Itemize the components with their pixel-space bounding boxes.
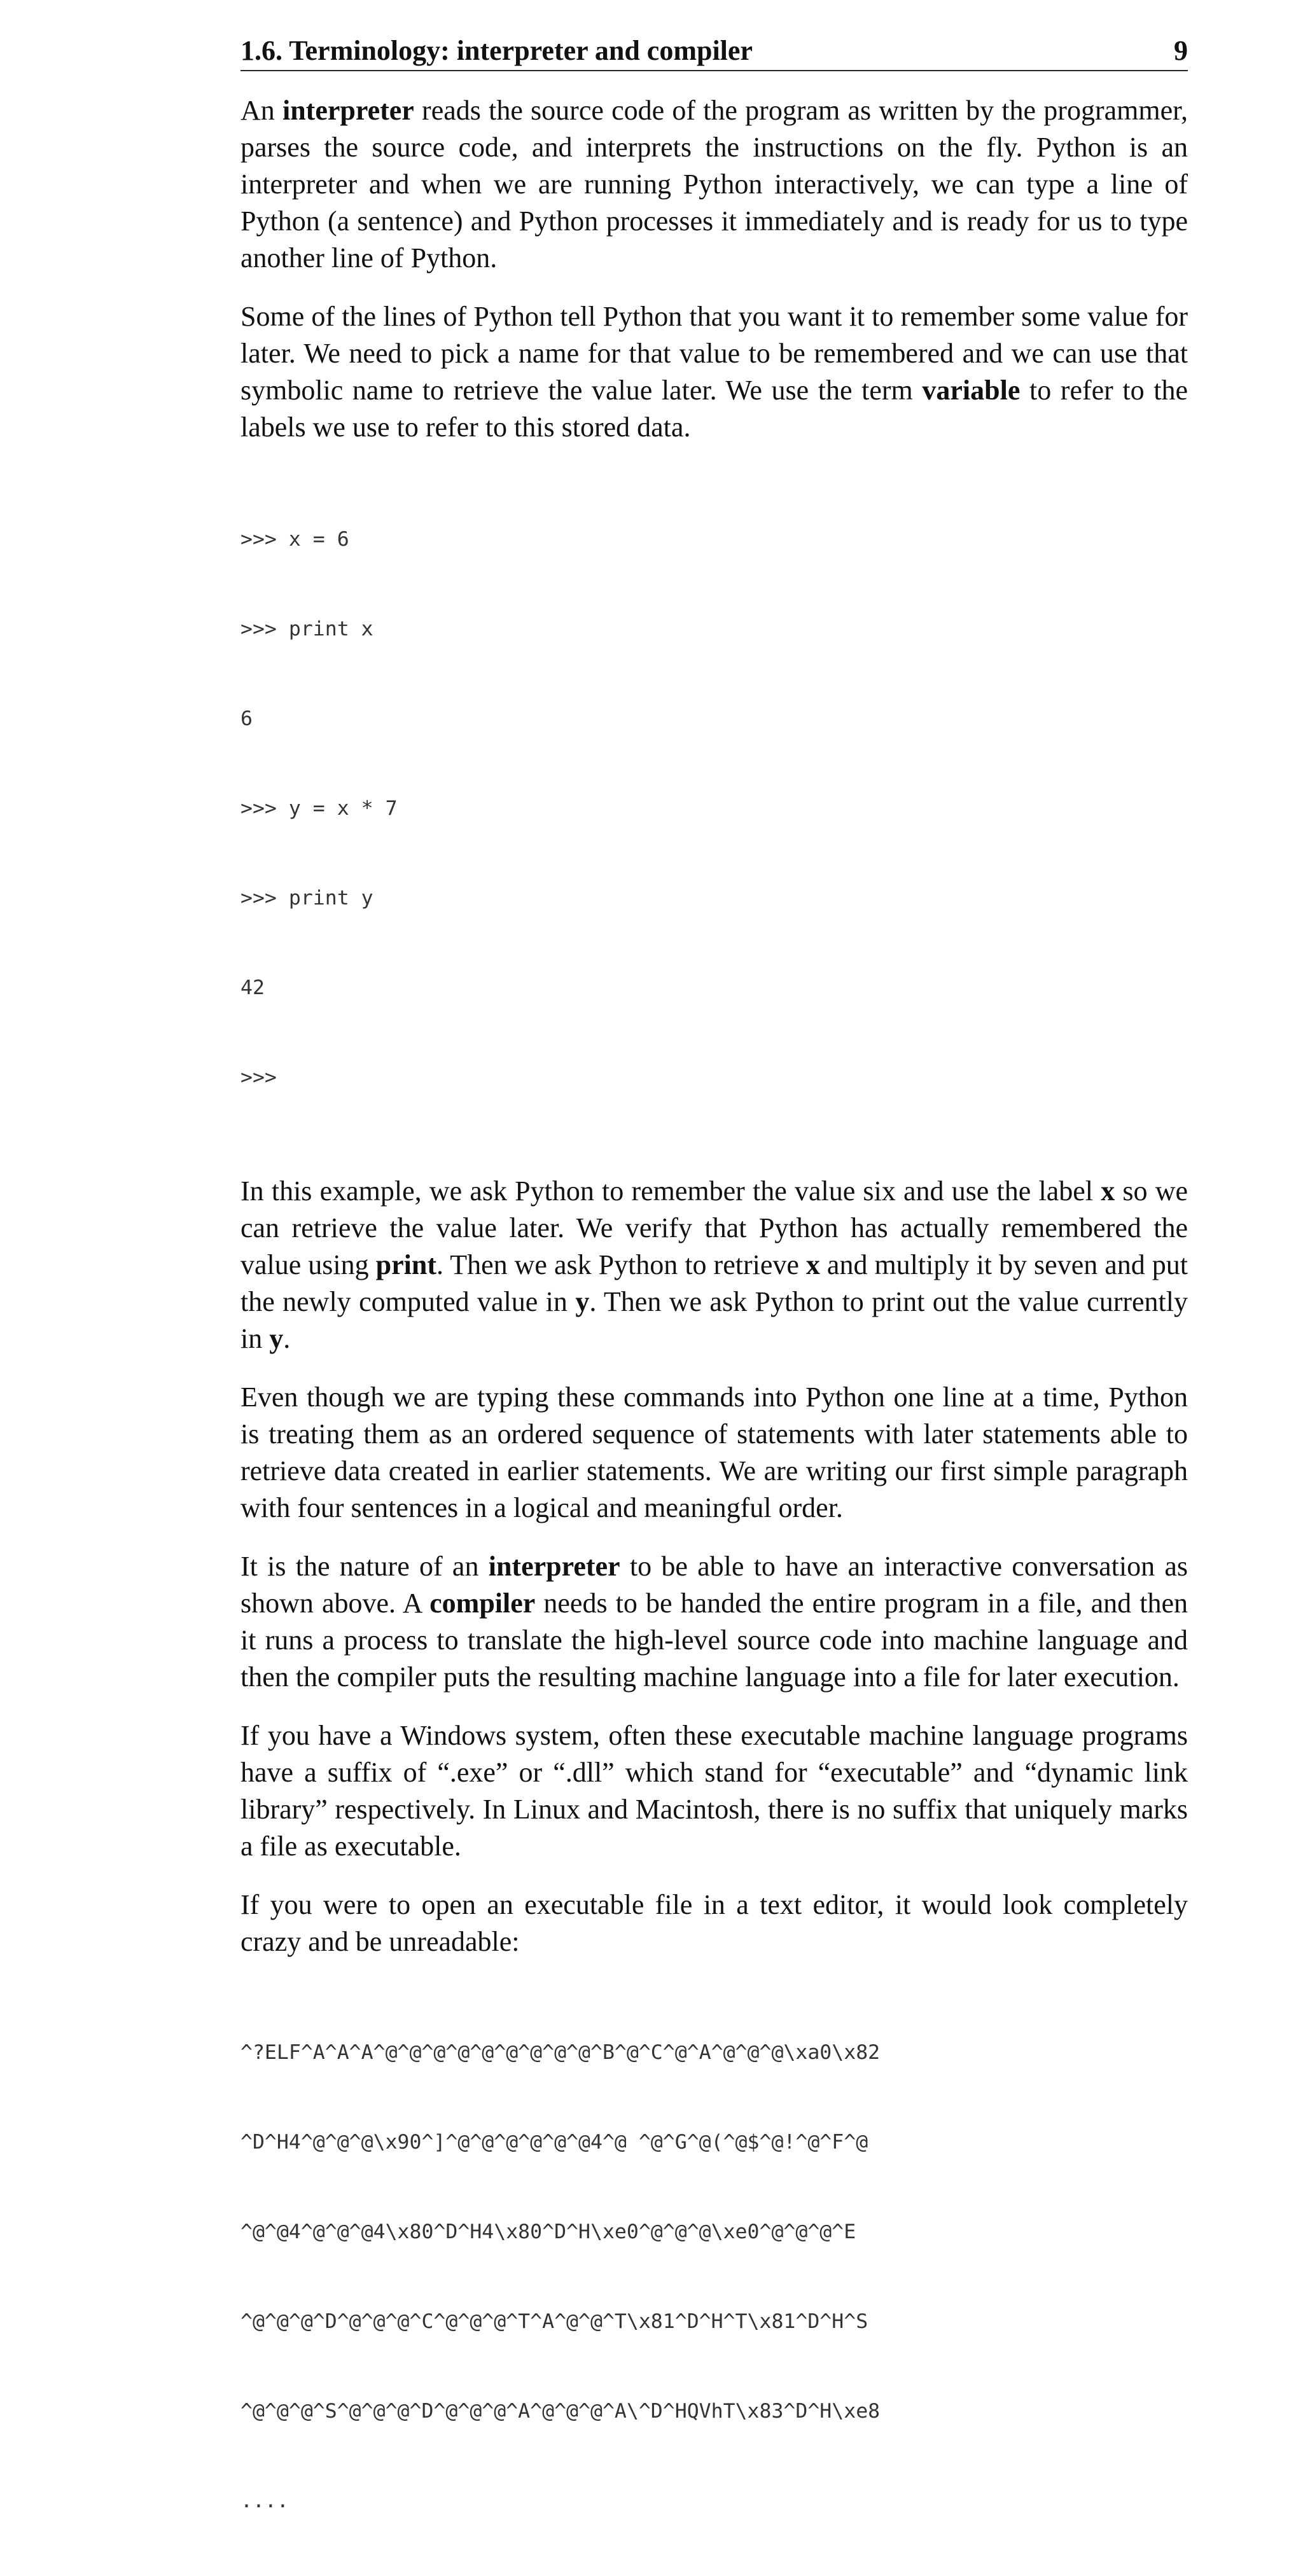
code-line: ^?ELF^A^A^A^@^@^@^@^@^@^@^@^@^B^@^C^@^A^@^@^@\xa0\x82 <box>240 2041 881 2064</box>
code-line: >>> x = 6 <box>240 528 349 551</box>
code-line: ^@^@^@^D^@^@^@^C^@^@^@^T^A^@^@^T\x81^D^H^T\x81^D^H^S <box>240 2310 868 2333</box>
code-line: >>> y = x * 7 <box>240 797 398 820</box>
paragraph-compiler: It is the nature of an interpreter to be able to have an interactive conversation as shown above. A compiler needs to be handed the entire program in a file, and then it runs a process to translate the high-level source code into machine language and then the compiler puts the resulting machine language into a file for later execution. <box>240 1551 1188 1693</box>
code-line: ^D^H4^@^@^@\x90^]^@^@^@^@^@^@4^@ ^@^G^@(^@$^@!^@^F^@ <box>240 2131 868 2154</box>
code-line: 42 <box>240 976 265 999</box>
code-line: .... <box>240 2489 289 2512</box>
paragraph-variables: Some of the lines of Python tell Python that you want it to remember some value for later. We need to pick a name for that value to be remembered and we can use that symbolic name to retrieve the value later. We use the term variable to refer to the labels we use to refer to this stored data. <box>240 301 1188 443</box>
running-header <box>240 33 1188 71</box>
paragraph-interpreter-definition: An interpreter reads the source code of the program as written by the programmer, parses the source code, and interprets the instructions on the fly. Python is an interpreter and when we are running Python interactively, we can type a line of Python (a sentence) and Python processes it immediately and is ready for us to type another line of Python. <box>240 95 1188 274</box>
code-line: >>> print x <box>240 618 373 641</box>
code-line: ^@^@4^@^@^@4\x80^D^H4\x80^D^H\xe0^@^@^@\xe0^@^@^@^E <box>240 2220 856 2243</box>
document-page <box>240 33 1188 2576</box>
paragraph-text-editor: If you were to open an executable file in a text editor, it would look completely crazy and be unreadable: <box>240 1889 1188 1957</box>
term-compiler: compiler <box>429 1588 536 1619</box>
code-line: 6 <box>240 707 253 730</box>
code-line: ^@^@^@^S^@^@^@^D^@^@^@^A^@^@^@^A\^D^HQVhT\x83^D^H\xe8 <box>240 2400 881 2423</box>
code-line: >>> <box>240 1066 277 1089</box>
term-variable: variable <box>922 375 1021 406</box>
code-block-binary-dump <box>240 1978 1188 2576</box>
code-block-python-session <box>240 465 1188 1153</box>
page-number: 9 <box>1174 35 1188 66</box>
section-title: 1.6. Terminology: interpreter and compiler <box>240 35 753 66</box>
code-line: >>> print y <box>240 887 373 910</box>
term-interpreter: interpreter <box>282 95 414 126</box>
paragraph-windows-executables: If you have a Windows system, often these executable machine language programs have a suffix of “.exe” or “.dll” which stand for “executable” and “dynamic link library” respectively. In Linux and Macintosh, there is no suffix that uniquely marks a file as executable. <box>240 1720 1188 1862</box>
paragraph-example-explanation: In this example, we ask Python to remember the value six and use the label x so we can retrieve the value later. We verify that Python has actually remembered the value using print. Then we ask Python to retrieve x and multiply it by seven and put the newly computed value in y. Then we ask Python to print out the value currently in y. <box>240 1175 1188 1354</box>
paragraph-ordered-sequence: Even though we are typing these commands into Python one line at a time, Python is treating them as an ordered sequence of statements with later statements able to retrieve data created in earlier statements. We are writing our first simple paragraph with four sentences in a logical and meaningful order. <box>240 1381 1188 1523</box>
